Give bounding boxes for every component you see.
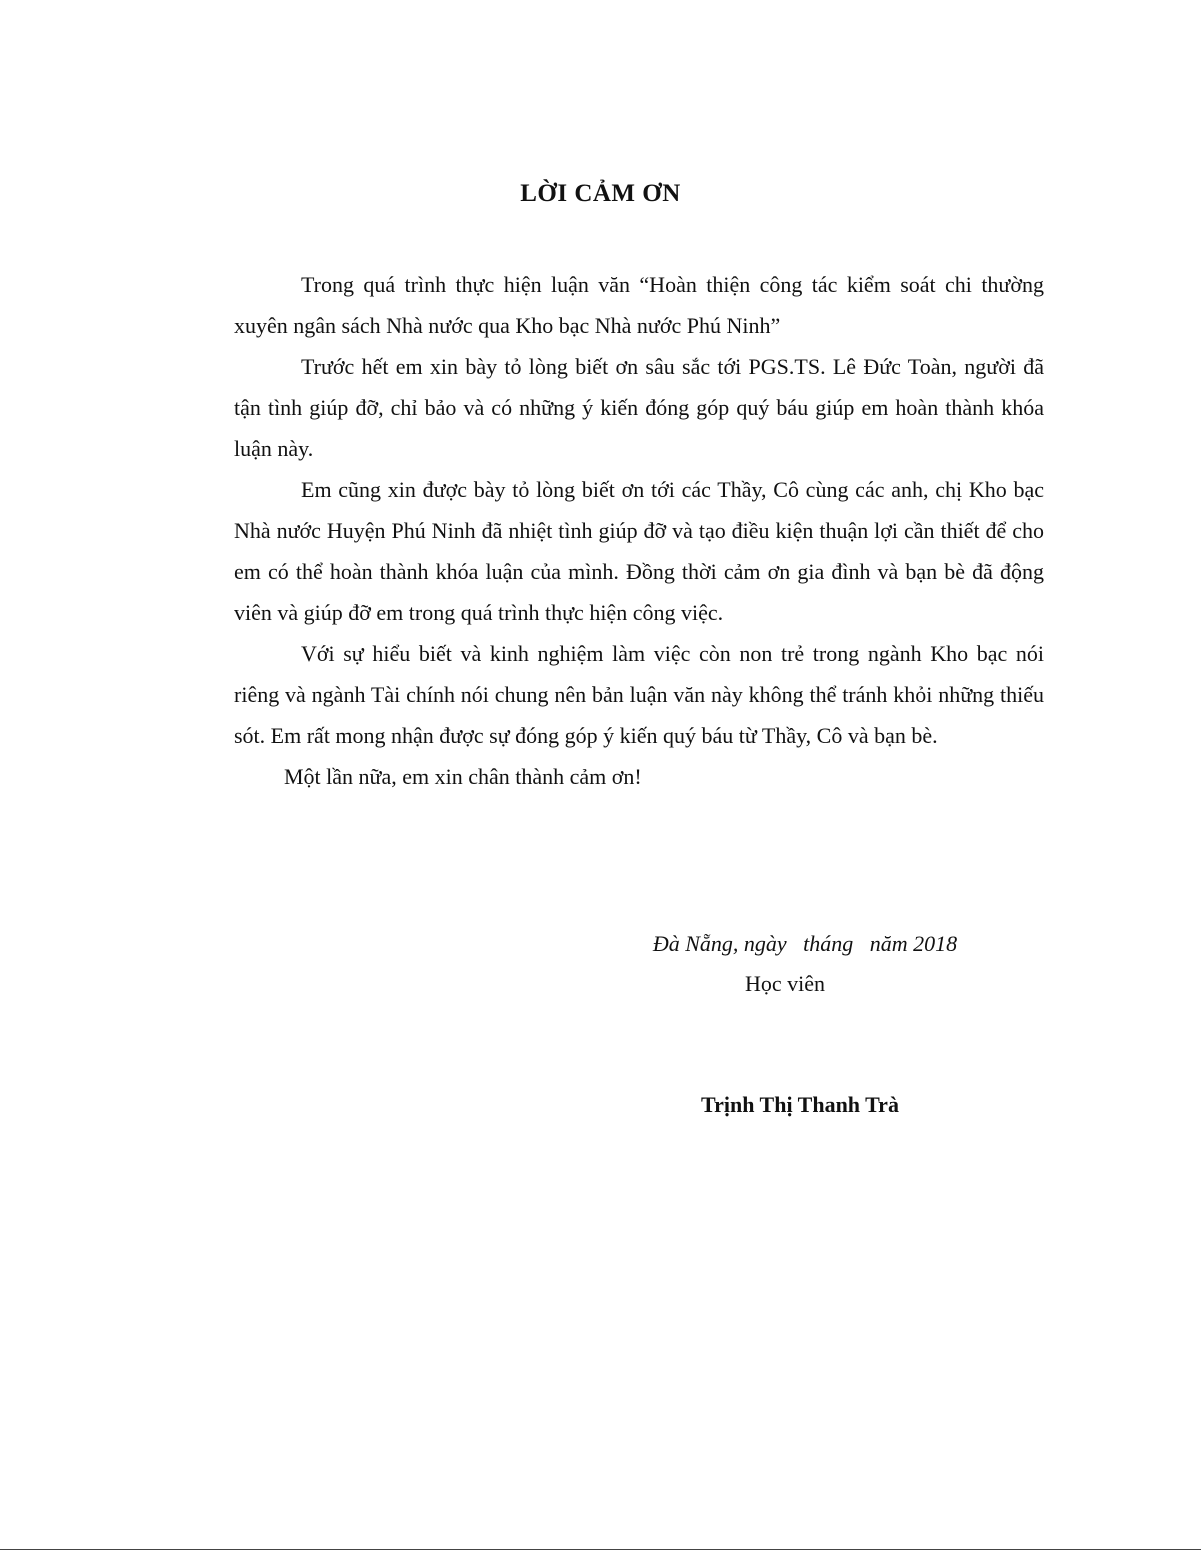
paragraph-limitations: Với sự hiểu biết và kinh nghiệm làm việc còn non trẻ trong ngành Kho bạc nói riêng và ngành Tài chính nói chung nên bản luận văn này không thể tránh khỏi những thiếu sót. Em rất mong nhận được sự đóng góp ý kiến quý báu từ Thầy, Cô và bạn bè. <box>234 641 1044 748</box>
page-bottom-divider <box>0 1549 1201 1550</box>
paragraph-closing: Một lần nữa, em xin chân thành cảm ơn! <box>284 764 642 789</box>
paragraph-treasury-thanks: Em cũng xin được bày tỏ lòng biết ơn tới các Thầy, Cô cùng các anh, chị Kho bạc Nhà nước Huyện Phú Ninh đã nhiệt tình giúp đỡ và tạo điều kiện thuận lợi cần thiết để cho em có thể hoàn thành khóa luận của mình. Đồng thời cảm ơn gia đình và bạn bè đã động viên và giúp đỡ em trong quá trình thực hiện công việc. <box>234 477 1044 625</box>
paragraph-supervisor-thanks: Trước hết em xin bày tỏ lòng biết ơn sâu sắc tới PGS.TS. Lê Đức Toàn, người đã tận tình giúp đỡ, chỉ bảo và có những ý kiến đóng góp quý báu giúp em hoàn thành khóa luận này. <box>234 354 1044 461</box>
signature-block <box>600 924 1010 1004</box>
signer-name: Trịnh Thị Thanh Trà <box>701 1092 899 1117</box>
page-title: LỜI CẢM ƠN <box>520 180 681 207</box>
paragraph-thesis-intro: Trong quá trình thực hiện luận văn “Hoàn thiện công tác kiểm soát chi thường xuyên ngân sách Nhà nước qua Kho bạc Nhà nước Phú Ninh” <box>234 272 1044 338</box>
date-line: Đà Nẵng, ngày tháng năm 2018 <box>652 931 958 956</box>
signer-role: Học viên <box>744 971 826 996</box>
acknowledgement-body <box>234 264 1044 797</box>
